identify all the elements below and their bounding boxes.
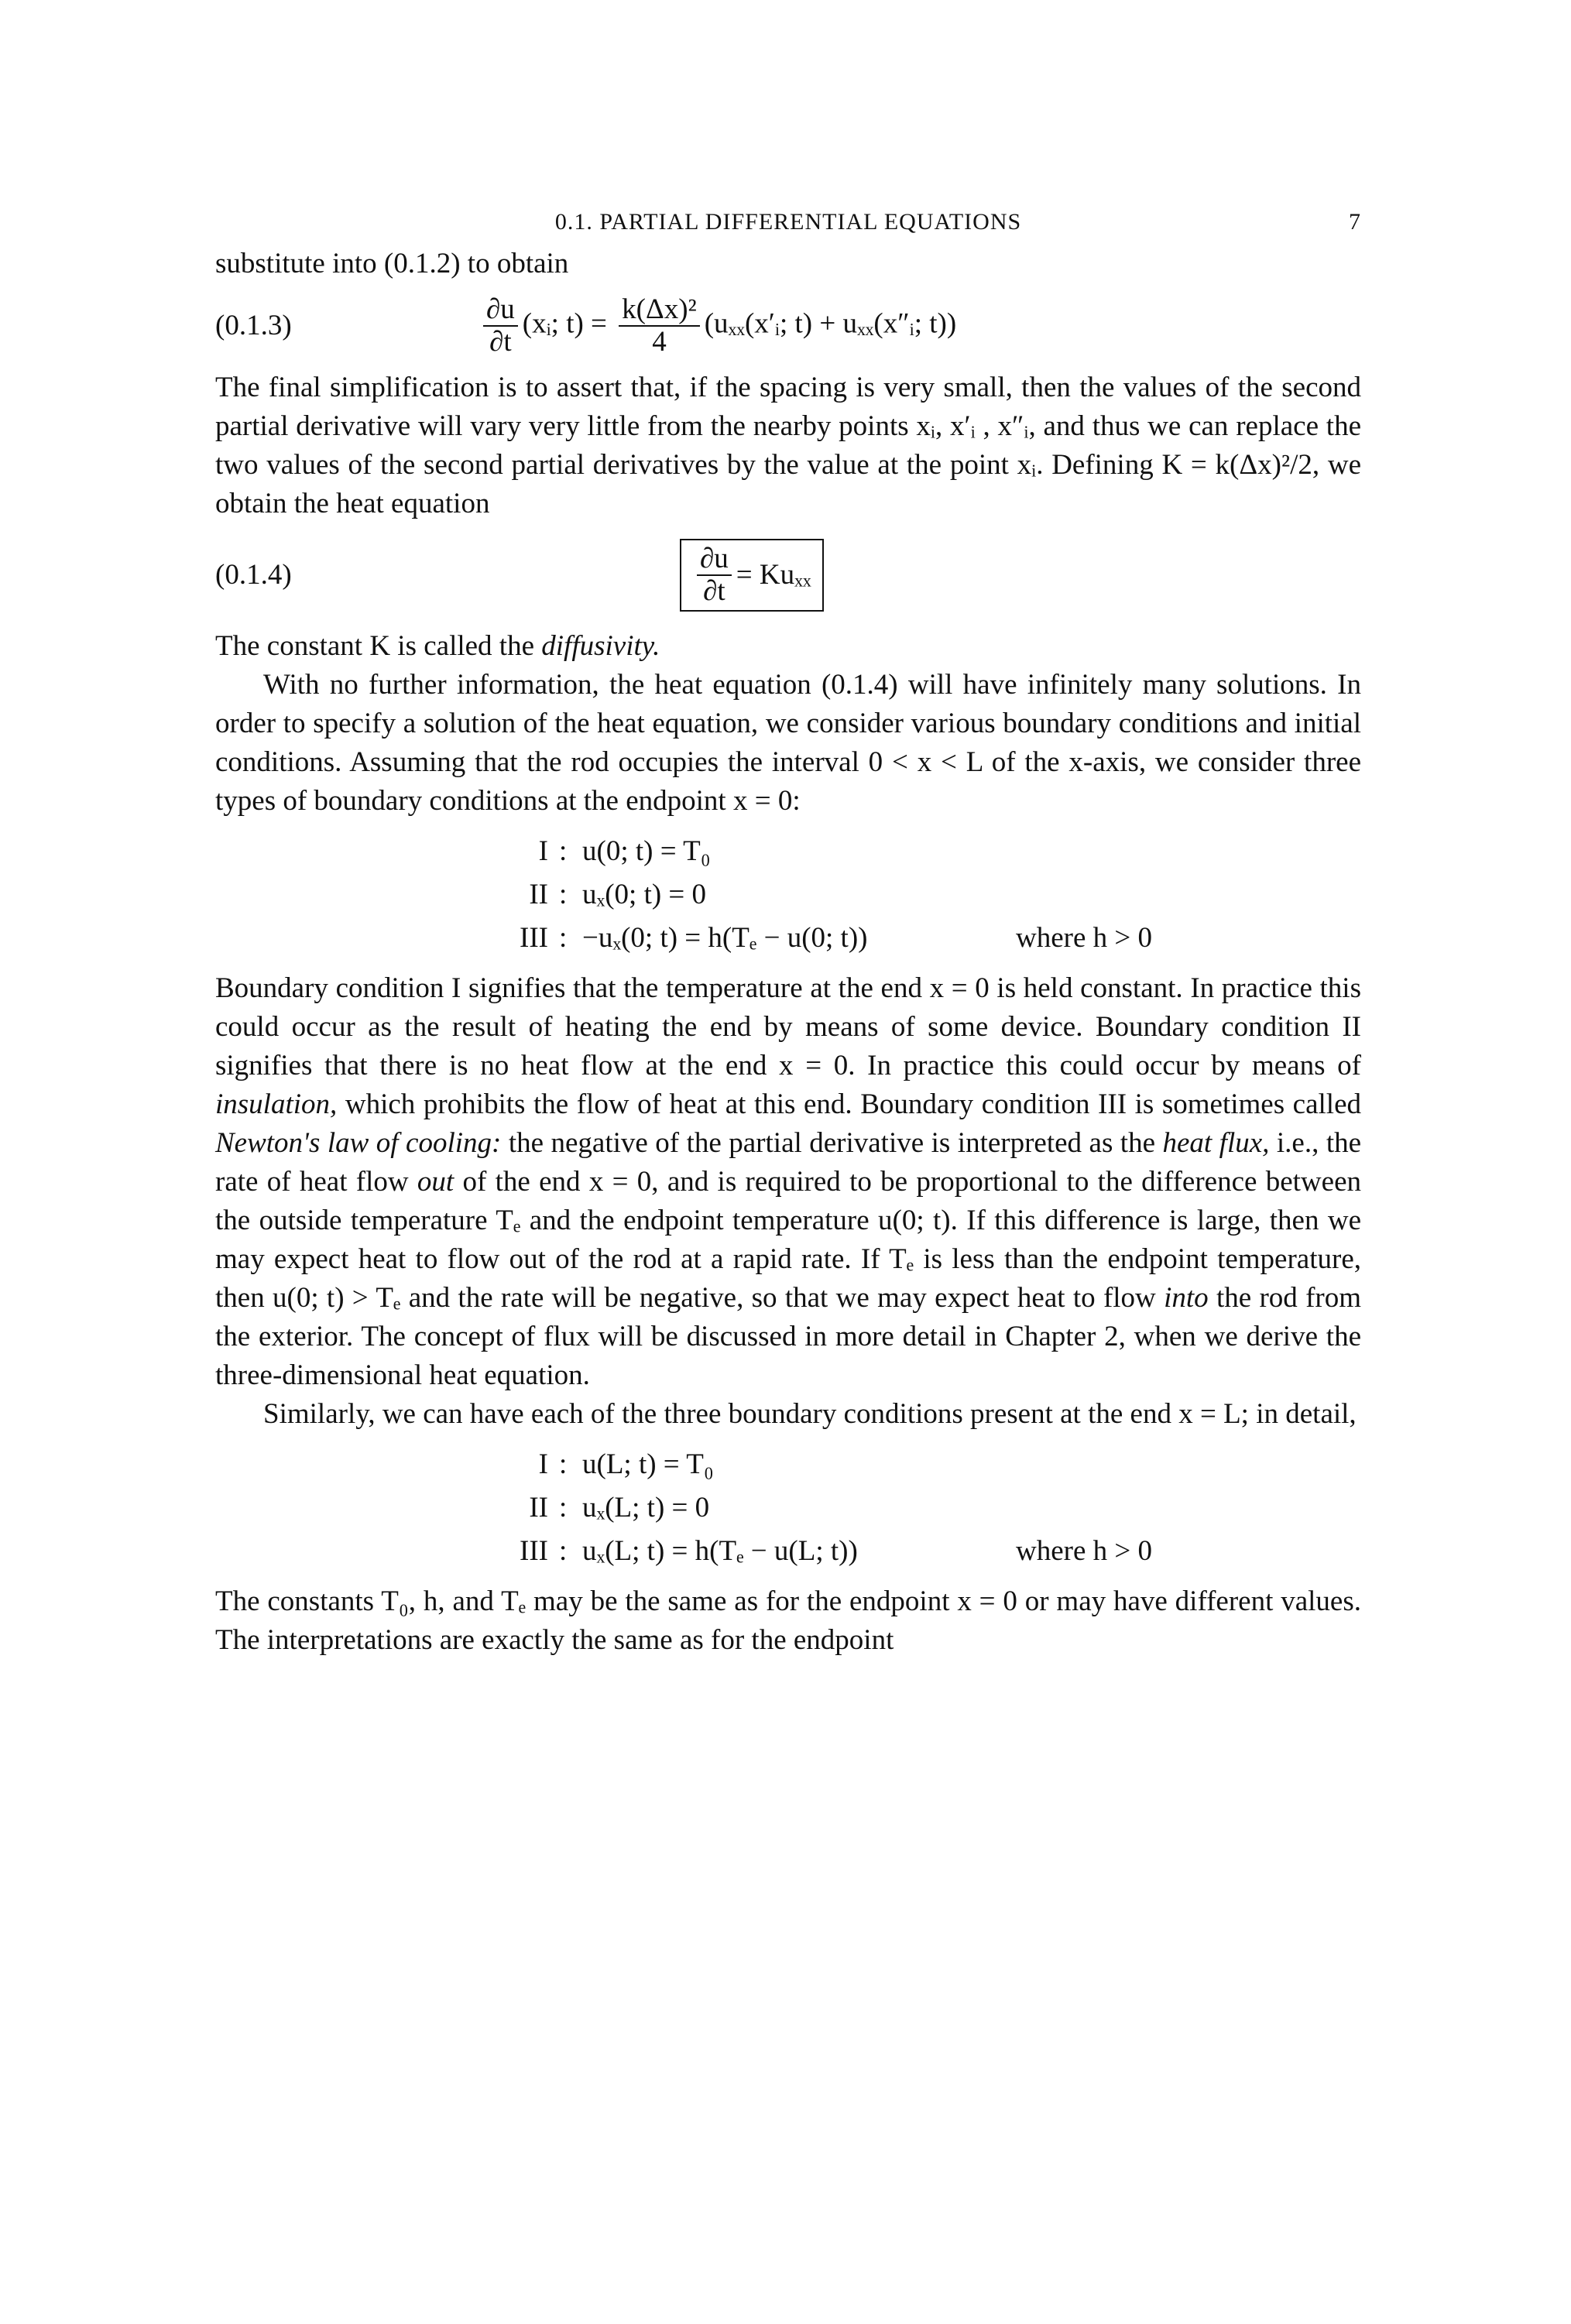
term-diffusivity: diffusivity. (541, 630, 660, 662)
bc-label: I (538, 1448, 548, 1480)
equation-0-1-3 (215, 294, 1361, 358)
equation-0-1-4 (215, 539, 1361, 612)
rhs: = Kuₓₓ (736, 559, 811, 591)
bc-expression: uₓ(L; t) = h(Tₑ − u(L; t)) (582, 1535, 858, 1567)
equation-label: (0.1.3) (215, 310, 292, 341)
bc-label: II (529, 1492, 548, 1524)
bc-label: I (538, 835, 548, 867)
term-insulation: insulation, (215, 1088, 338, 1120)
bc-expression: −uₓ(0; t) = h(Tₑ − u(0; t)) (582, 922, 868, 954)
text: Boundary condition I signifies that the temperature at the end x = 0 is held constant. In practice this could occur as the result of heating the end by means of some device. Boundary condition II signifies that there is no heat flow at the end x = 0. In practice this could occur by means of (215, 972, 1361, 1081)
bc-row: II : uₓ(0; t) = 0 (463, 873, 1361, 917)
lhs-denominator: ∂t (489, 326, 512, 358)
lhs-numerator: ∂u (483, 294, 518, 327)
paragraph-similarly: Similarly, we can have each of the three boundary conditions present at the end x = L; in detail, (263, 1398, 1357, 1430)
bc-row: II : uₓ(L; t) = 0 (463, 1486, 1361, 1530)
equation-label: (0.1.4) (215, 559, 292, 591)
bc-expression: uₓ(L; t) = 0 (582, 1492, 710, 1524)
heat-equation-box (680, 539, 824, 612)
denominator: ∂t (703, 575, 725, 607)
paragraph-simplification: The final simplification is to assert that, if the spacing is very small, then the values of the second partial derivative will vary very little from the nearby points xᵢ, x′ᵢ , x″ᵢ, and thus we can replace the two values of the second partial derivatives by the value at the point xᵢ. Defining K = k(Δx)²/2, we obtain the heat equation (215, 372, 1361, 519)
paragraph-final: The constants T₀, h, and Tₑ may be the same as for the endpoint x = 0 or may have different values. The interpretations are exactly the same as for the endpoint (215, 1585, 1361, 1656)
header-title: 0.1. PARTIAL DIFFERENTIAL EQUATIONS (554, 209, 1022, 235)
page-number: 7 (1349, 209, 1361, 235)
text: of the end x = 0, and is required to be proportional to the difference between the outside temperature Tₑ and the endpoint temperature u(0; t). If this difference is large, then we may expect heat to flow out of the rod at a rapid rate. If Tₑ is less than the endpoint temperature, then u(0; t) > Tₑ and the rate will be negative, so that we may expect heat to flow (215, 1166, 1361, 1314)
paragraph-boundary: With no further information, the heat equation (0.1.4) will have infinitely many solutions. In order to specify a solution of the heat equation, we consider various boundary conditions and initial conditions. Assuming that the rod occupies the interval 0 < x < L of the x-axis, we consider three types of boundary conditions at the endpoint x = 0: (215, 669, 1361, 817)
bc-row: III : uₓ(L; t) = h(Tₑ − u(L; t)) where h > 0 (463, 1530, 1361, 1573)
bc-label: III (520, 1535, 548, 1567)
boundary-conditions-xL (463, 1443, 1361, 1573)
text: the rod from the exterior. The concept of flux will be discussed in more detail in Chapter 2, when we derive the three-dimensional heat equation. (215, 1282, 1361, 1391)
bc-condition: where h > 0 (1016, 1535, 1153, 1567)
bc-expression: u(0; t) = T₀ (582, 835, 711, 867)
term-into: into (1164, 1282, 1209, 1314)
text: which prohibits the flow of heat at this end. Boundary condition III is sometimes called (337, 1088, 1361, 1120)
bc-expression: uₓ(0; t) = 0 (582, 879, 707, 910)
bc-label: III (520, 922, 548, 954)
bc-row: III : −uₓ(0; t) = h(Tₑ − u(0; t)) where h > 0 (463, 917, 1361, 960)
text: i.e., the rate of heat flow (215, 1127, 1362, 1198)
term-out: out (417, 1166, 454, 1198)
term-heat-flux: heat flux, (1162, 1127, 1270, 1159)
text: the negative of the partial derivative is interpreted as the (501, 1127, 1163, 1159)
lhs-argument: (xᵢ; t) = (522, 307, 607, 340)
text: The constant K is called the (215, 630, 542, 662)
intro-line: substitute into (0.1.2) to obtain (215, 248, 569, 279)
page (215, 195, 1361, 1660)
running-header (215, 195, 1361, 245)
boundary-conditions-x0 (463, 830, 1361, 960)
bc-label: II (529, 879, 548, 910)
bc-row: I : u(0; t) = T₀ (463, 830, 1361, 873)
numerator: ∂u (697, 543, 732, 576)
bc-expression: u(L; t) = T₀ (582, 1448, 714, 1480)
rhs-tail: (uₓₓ(x′ᵢ; t) + uₓₓ(x″ᵢ; t)) (704, 307, 957, 340)
paragraph-diffusivity (215, 627, 1361, 666)
rhs-denominator: 4 (652, 326, 667, 358)
rhs-numerator: k(Δx)² (619, 294, 700, 327)
bc-condition: where h > 0 (1016, 922, 1153, 954)
bc-row: I : u(L; t) = T₀ (463, 1443, 1361, 1486)
paragraph-explanation (215, 969, 1361, 1395)
term-newtons-law: Newton's law of cooling: (215, 1127, 502, 1159)
